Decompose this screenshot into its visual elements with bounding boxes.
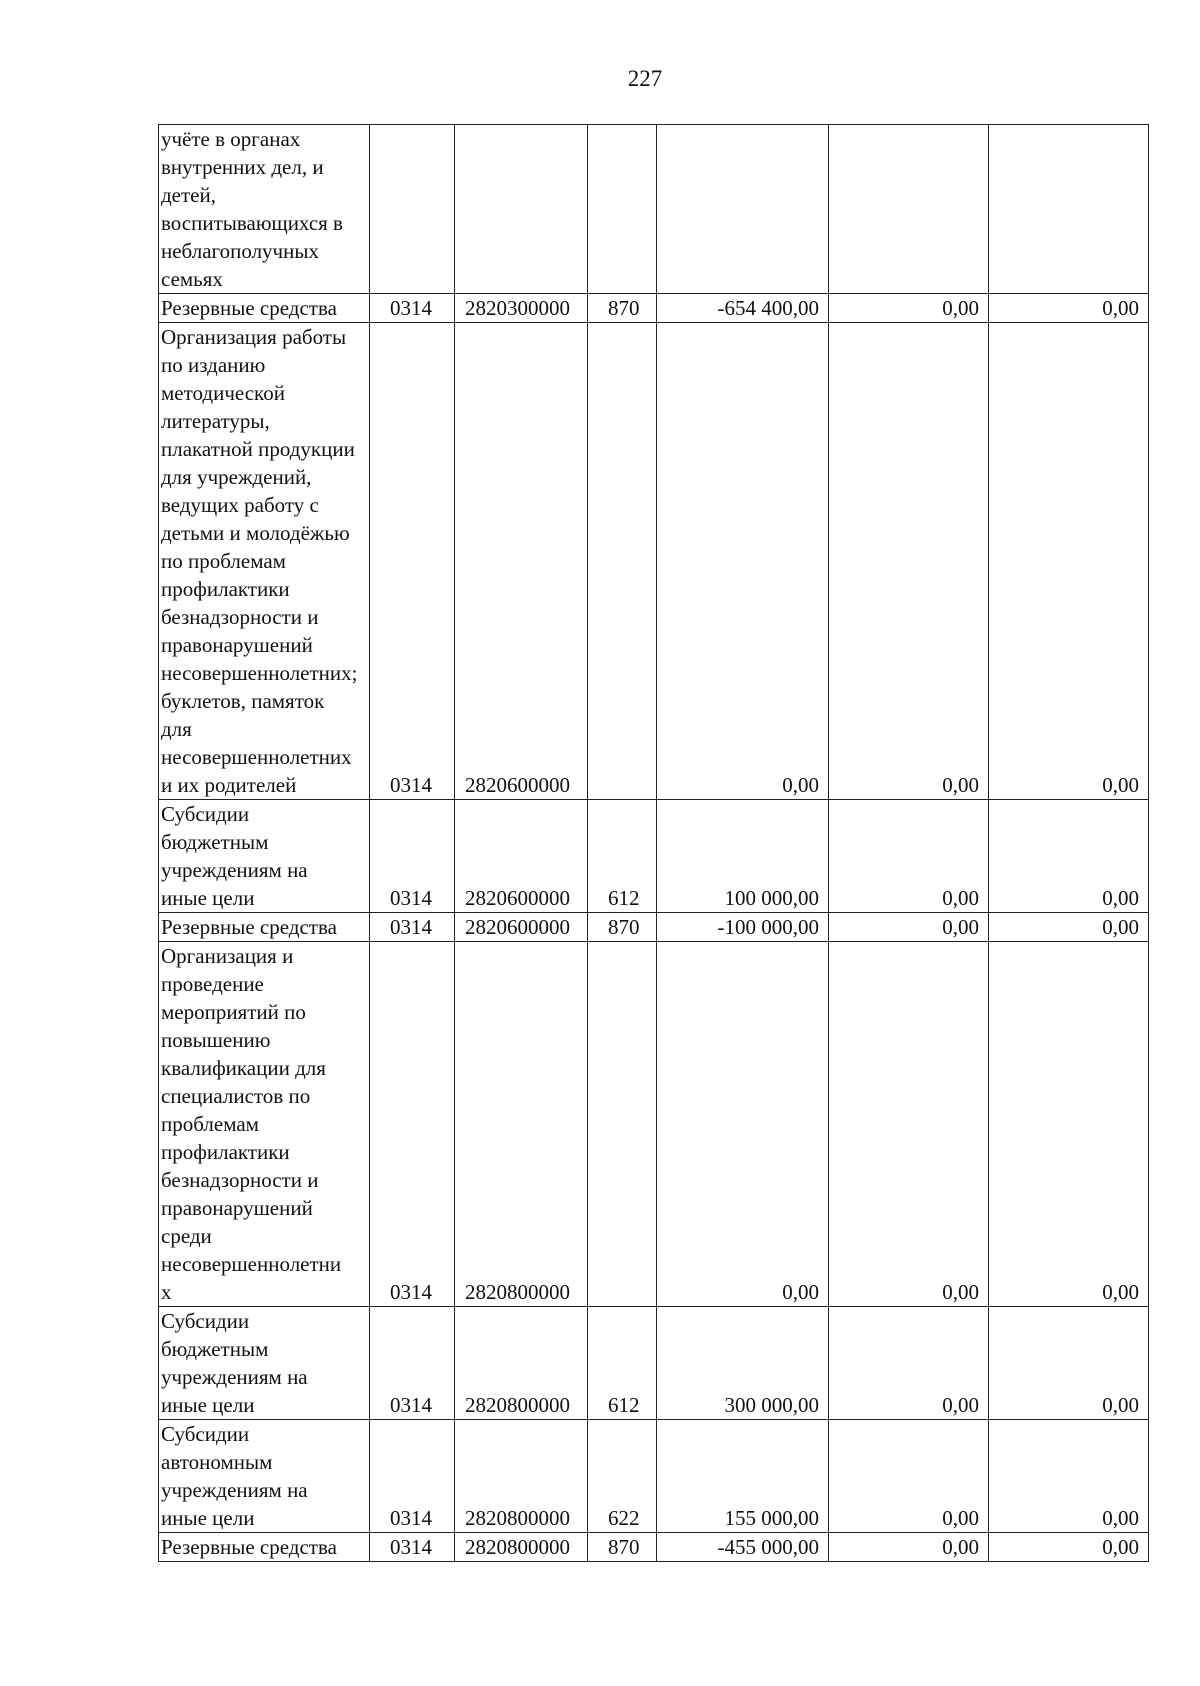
cell-item-name	[159, 913, 370, 942]
cell-section-code: 0314	[370, 800, 455, 913]
cell-expense-type: 612	[588, 800, 657, 913]
cell-amount-year-1: 155 000,00	[657, 1420, 829, 1533]
cell-amount-year-3: 0,00	[989, 323, 1149, 800]
cell-section-code: 0314	[370, 1307, 455, 1420]
cell-target-article	[455, 125, 588, 294]
cell-section-code: 0314	[370, 294, 455, 323]
item-name-line: и их родителей	[161, 773, 297, 797]
cell-expense-type	[588, 125, 657, 294]
item-name-line: проведение	[161, 972, 264, 996]
item-name-line: Резервные средства	[161, 915, 337, 939]
budget-table	[158, 124, 1149, 1562]
cell-amount-year-3: 0,00	[989, 1533, 1149, 1562]
item-name-line: бюджетным	[161, 830, 269, 854]
page-number: 227	[627, 66, 663, 91]
cell-target-article: 2820800000	[455, 942, 588, 1307]
cell-amount-year-1	[657, 125, 829, 294]
cell-amount-year-2: 0,00	[829, 913, 989, 942]
cell-amount-year-3: 0,00	[989, 942, 1149, 1307]
item-name-line: несовершеннолетних	[161, 745, 352, 769]
item-name-line: внутренних дел, и	[161, 155, 324, 179]
item-name-line: иные цели	[161, 886, 255, 910]
table-body	[159, 125, 1149, 1562]
cell-amount-year-1: -455 000,00	[657, 1533, 829, 1562]
cell-expense-type: 612	[588, 1307, 657, 1420]
item-name-line: методической	[161, 381, 285, 405]
item-name-line: правонарушений	[161, 1196, 313, 1220]
item-name-line: профилактики	[161, 1140, 290, 1164]
cell-amount-year-3: 0,00	[989, 913, 1149, 942]
item-name-line: повышению	[161, 1028, 271, 1052]
cell-amount-year-3	[989, 125, 1149, 294]
item-name-line: квалификации для	[161, 1056, 326, 1080]
item-name-line: иные цели	[161, 1393, 255, 1417]
item-name-line: детьми и молодёжью	[161, 521, 350, 545]
cell-target-article: 2820600000	[455, 323, 588, 800]
table-row	[159, 294, 1149, 323]
cell-section-code: 0314	[370, 323, 455, 800]
item-name-line: бюджетным	[161, 1337, 269, 1361]
item-name-line: неблагополучных	[161, 239, 319, 263]
cell-target-article: 2820600000	[455, 913, 588, 942]
cell-amount-year-3: 0,00	[989, 1307, 1149, 1420]
item-name-line: безнадзорности и	[161, 605, 319, 629]
item-name-line: Резервные средства	[161, 296, 337, 320]
cell-target-article: 2820800000	[455, 1533, 588, 1562]
cell-item-name	[159, 942, 370, 1307]
table-row	[159, 1307, 1149, 1420]
cell-amount-year-2: 0,00	[829, 1420, 989, 1533]
cell-target-article: 2820800000	[455, 1420, 588, 1533]
item-name-line: ведущих работу с	[161, 493, 319, 517]
cell-target-article: 2820800000	[455, 1307, 588, 1420]
cell-section-code: 0314	[370, 942, 455, 1307]
table-row	[159, 1533, 1149, 1562]
cell-amount-year-3: 0,00	[989, 294, 1149, 323]
table-row	[159, 913, 1149, 942]
cell-target-article: 2820600000	[455, 800, 588, 913]
item-name-line: безнадзорности и	[161, 1168, 319, 1192]
cell-amount-year-1: 300 000,00	[657, 1307, 829, 1420]
cell-section-code: 0314	[370, 913, 455, 942]
table-row	[159, 800, 1149, 913]
item-name-line: плакатной продукции	[161, 437, 355, 461]
item-name-line: воспитывающихся в	[161, 211, 343, 235]
cell-amount-year-2: 0,00	[829, 323, 989, 800]
cell-expense-type	[588, 323, 657, 800]
table-row	[159, 125, 1149, 294]
cell-amount-year-1: 100 000,00	[657, 800, 829, 913]
item-name-line: х	[161, 1280, 172, 1304]
cell-amount-year-2	[829, 125, 989, 294]
cell-amount-year-3: 0,00	[989, 1420, 1149, 1533]
cell-item-name	[159, 1420, 370, 1533]
cell-section-code: 0314	[370, 1420, 455, 1533]
cell-amount-year-1: 0,00	[657, 942, 829, 1307]
item-name-line: учреждениям на	[161, 1365, 308, 1389]
item-name-line: профилактики	[161, 577, 290, 601]
table-row	[159, 942, 1149, 1307]
item-name-line: буклетов, памяток	[161, 689, 325, 713]
cell-item-name	[159, 1307, 370, 1420]
item-name-line: Организация работы	[161, 325, 347, 349]
item-name-line: детей,	[161, 183, 216, 207]
item-name-line: среди	[161, 1224, 212, 1248]
cell-expense-type: 870	[588, 1533, 657, 1562]
cell-amount-year-1: 0,00	[657, 323, 829, 800]
cell-amount-year-2: 0,00	[829, 1307, 989, 1420]
item-name-line: Субсидии	[161, 1309, 250, 1333]
table-row	[159, 323, 1149, 800]
item-name-line: учреждениям на	[161, 1478, 308, 1502]
cell-item-name	[159, 1533, 370, 1562]
item-name-line: литературы,	[161, 409, 270, 433]
cell-item-name	[159, 800, 370, 913]
item-name-line: мероприятий по	[161, 1000, 306, 1024]
item-name-line: несовершеннолетних;	[161, 661, 358, 685]
item-name-line: учёте в органах	[161, 127, 301, 151]
cell-amount-year-2: 0,00	[829, 800, 989, 913]
cell-amount-year-2: 0,00	[829, 294, 989, 323]
cell-amount-year-1: -654 400,00	[657, 294, 829, 323]
item-name-line: Организация и	[161, 944, 294, 968]
cell-amount-year-1: -100 000,00	[657, 913, 829, 942]
cell-target-article: 2820300000	[455, 294, 588, 323]
cell-expense-type	[588, 942, 657, 1307]
cell-item-name	[159, 294, 370, 323]
item-name-line: по проблемам	[161, 549, 286, 573]
item-name-line: специалистов по	[161, 1084, 311, 1108]
item-name-line: Субсидии	[161, 802, 250, 826]
item-name-line: проблемам	[161, 1112, 259, 1136]
item-name-line: несовершеннолетни	[161, 1252, 342, 1276]
cell-expense-type: 870	[588, 294, 657, 323]
item-name-line: автономным	[161, 1450, 273, 1474]
item-name-line: Субсидии	[161, 1422, 250, 1446]
item-name-line: семьях	[161, 267, 223, 291]
cell-section-code	[370, 125, 455, 294]
item-name-line: для	[161, 717, 192, 741]
item-name-line: учреждениям на	[161, 858, 308, 882]
cell-section-code: 0314	[370, 1533, 455, 1562]
cell-expense-type: 870	[588, 913, 657, 942]
item-name-line: иные цели	[161, 1506, 255, 1530]
cell-amount-year-2: 0,00	[829, 1533, 989, 1562]
cell-expense-type: 622	[588, 1420, 657, 1533]
item-name-line: по изданию	[161, 353, 266, 377]
cell-amount-year-2: 0,00	[829, 942, 989, 1307]
cell-item-name	[159, 125, 370, 294]
item-name-line: для учреждений,	[161, 465, 312, 489]
cell-amount-year-3: 0,00	[989, 800, 1149, 913]
cell-item-name	[159, 323, 370, 800]
table-row	[159, 1420, 1149, 1533]
item-name-line: правонарушений	[161, 633, 313, 657]
item-name-line: Резервные средства	[161, 1535, 337, 1559]
